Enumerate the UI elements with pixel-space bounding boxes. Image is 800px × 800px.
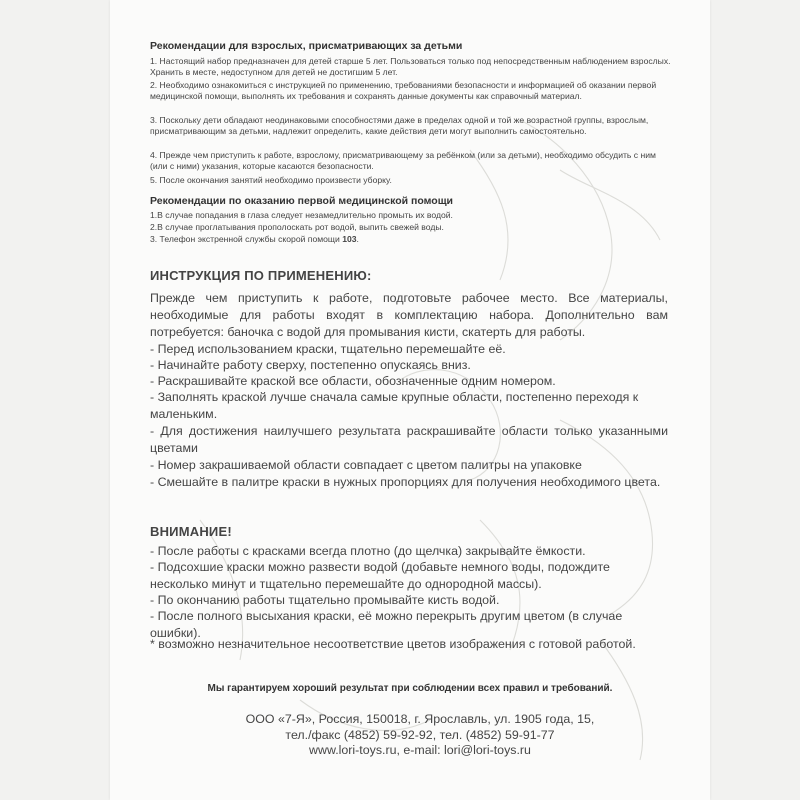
guarantee-statement: Мы гарантируем хороший результат при соблюдении всех правил и требований. xyxy=(207,683,613,694)
first-aid-3 xyxy=(150,234,675,245)
adult-recommendation-5: 5. После окончания занятий необходимо произвести уборку. xyxy=(150,175,392,185)
color-mismatch-note: * возможно незначительное несоответствие цветов изображения с готовой работой. xyxy=(150,637,636,651)
warning-item-1: - После работы с красками всегда плотно (до щелчка) закрывайте ёмкости. xyxy=(150,544,586,558)
adult-recommendation-2: 2. Необходимо ознакомиться с инструкцией по применению, требованиями безопасности и информацией об оказании первой медицинской помощи, выполнять их требования и сохранять данные документы как справочный материал. xyxy=(150,80,657,102)
instruction-item-3: - Раскрашивайте краской все области, обозначенные одним номером. xyxy=(150,374,556,388)
instruction-item-5: - Для достижения наилучшего результата раскрашивайте области только указанными цветами xyxy=(150,424,668,455)
first-aid-1: 1.В случае попадания в глаза следует незамедлительно промыть их водой. xyxy=(150,210,453,220)
instruction-item-7: - Смешайте в палитре краски в нужных пропорциях для получения необходимого цвета. xyxy=(150,475,661,489)
adult-recommendation-1: 1. Настоящий набор предназначен для детей старше 5 лет. Пользоваться только под непосредственным наблюдением взрослых. Хранить в месте, недоступном для детей не достигшим 5 лет. xyxy=(150,56,671,78)
instructions-title: ИНСТРУКЦИЯ ПО ПРИМЕНЕНИЮ: xyxy=(150,268,372,283)
first-aid-3-end: . xyxy=(356,234,359,244)
warning-item-3: - По окончанию работы тщательно промывайте кисть водой. xyxy=(150,593,500,607)
company-phones: тел./факс (4852) 59-92-92, тел. (4852) 59-91-77 xyxy=(285,728,555,742)
first-aid-title: Рекомендации по оказанию первой медицинской помощи xyxy=(150,195,454,207)
warning-item-2: - Подсохшие краски можно развести водой (добавьте немного воды, подождите несколько минут и тщательно перемешайте до однородной массы). xyxy=(150,560,610,591)
adult-recommendations-title: Рекомендации для взрослых, присматривающих за детьми xyxy=(150,40,463,52)
instructions-intro: Прежде чем приступить к работе, подготовьте рабочее место. Все материалы, необходимые для работы входят в комплектацию набора. Дополнительно вам потребуется: баночка с водой для промывания кисти, скатерть для работы. xyxy=(150,291,668,339)
adult-recommendation-3: 3. Поскольку дети обладают неодинаковыми способностями даже в пределах одной и той же возрастной группы, взрослым, присматривающим за детьми, надлежит определить, какие действия дети могут выполнить самостоятельно. xyxy=(150,115,649,137)
warning-item-4: - После полного высыхания краски, её можно перекрыть другим цветом (в случае ошибки). xyxy=(150,609,623,640)
instruction-item-6: - Номер закрашиваемой области совпадает с цветом палитры на упаковке xyxy=(150,458,582,472)
instruction-item-4: - Заполнять краской лучше сначала самые крупные области, постепенно переходя к маленьким. xyxy=(150,390,639,421)
instruction-item-1: - Перед использованием краски, тщательно перемешайте её. xyxy=(150,342,506,356)
instruction-item-2: - Начинайте работу сверху, постепенно опускаясь вниз. xyxy=(150,358,471,372)
company-address: ООО «7-Я», Россия, 150018, г. Ярославль, ул. 1905 года, 15, xyxy=(245,712,595,726)
emergency-number: 103 xyxy=(342,234,357,244)
adult-recommendation-4: 4. Прежде чем приступить к работе, взрослому, присматривающему за ребёнком (или за детьми), необходимо обсудить с ним (или с ними) указания, которые касаются безопасности. xyxy=(150,150,656,172)
first-aid-3-text: 3. Телефон экстренной службы скорой помощи xyxy=(150,234,343,244)
warning-title: ВНИМАНИЕ! xyxy=(150,524,232,539)
company-web-email: www.lori-toys.ru, e-mail: lori@lori-toys.ru xyxy=(309,743,531,757)
first-aid-2: 2.В случае проглатывания прополоскать рот водой, выпить свежей воды. xyxy=(150,222,444,232)
